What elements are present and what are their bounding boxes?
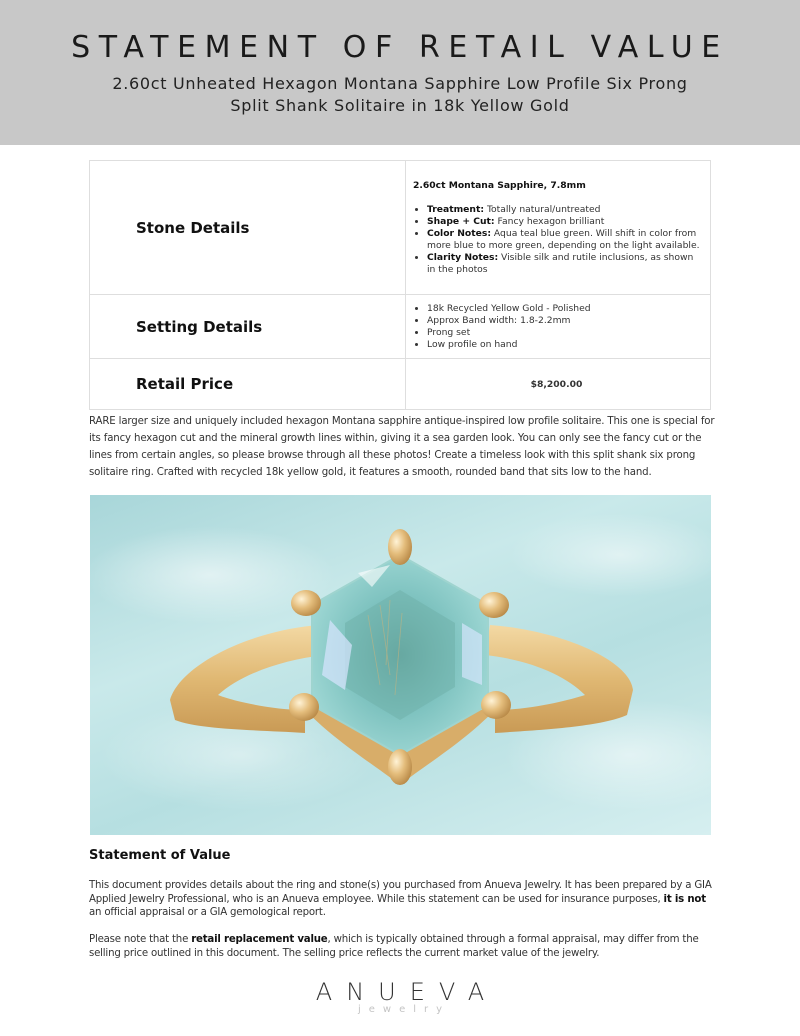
retail-price-value: $8,200.00 (406, 359, 711, 410)
statement-paragraph-1 (89, 879, 719, 920)
logo-brand: ANUEVA (315, 978, 499, 1006)
stone-details-value (406, 161, 711, 295)
spec-value: Aqua teal blue green. Will shift in color from more blue to more green, depending on the light available. (427, 227, 700, 251)
spec-key: Clarity Notes: (427, 251, 499, 263)
spec-key: Treatment: (427, 203, 485, 215)
stone-spec-item (427, 252, 700, 276)
page-title: STATEMENT OF RETAIL VALUE (71, 30, 729, 65)
stone-details-row (90, 161, 711, 295)
product-description: RARE larger size and uniquely included hexagon Montana sapphire antique-inspired low profile solitaire. This one is special for its fancy hexagon cut and the mineral growth lines within, giving it a sea garden look. You can only see the fancy cut or the lines from certain angles, so please browse through all these photos! Create a timeless look with this split shank six prong solitaire ring. Crafted with recycled 18k yellow gold, it features a smooth, rounded band that sits low to the hand. (89, 416, 715, 478)
header-banner (0, 0, 800, 145)
stone-heading: 2.60ct Montana Sapphire, 7.8mm (413, 179, 586, 191)
setting-spec-item: • Low profile on hand (427, 339, 700, 351)
setting-details-value (406, 295, 711, 359)
statement-paragraph-2 (89, 933, 719, 960)
spec-key: Color Notes: (427, 227, 492, 239)
details-table (89, 160, 711, 410)
spec-value: Totally natural/untreated (484, 203, 601, 215)
prong-bottom (388, 749, 412, 785)
stone-details-label: Stone Details (90, 161, 406, 295)
prong-bottom-left (289, 693, 319, 721)
spec-value: Fancy hexagon brilliant (494, 215, 605, 227)
setting-spec-item: • 18k Recycled Yellow Gold - Polished (427, 303, 700, 315)
text-segment: , which is typically obtained through a formal appraisal, may differ from the selling price outlined in this document. The selling price reflects the current market value of the jewelry. (89, 934, 699, 959)
text-segment: an official appraisal or a GIA gemological report. (89, 907, 326, 918)
stone-spec-item (427, 216, 700, 228)
setting-spec-list (413, 303, 700, 351)
stone-spec-item (427, 228, 700, 252)
ring-photo (90, 495, 711, 835)
emphasis-text: retail replacement value (191, 934, 328, 945)
spec-key: Shape + Cut: (427, 215, 495, 227)
retail-price-row (90, 359, 711, 410)
text-segment: Please note that the (89, 934, 192, 945)
prong-top-left (291, 590, 321, 616)
retail-price-label: Retail Price (90, 359, 406, 410)
setting-spec-item: • Approx Band width: 1.8-2.2mm (427, 315, 700, 327)
statement-of-value-heading: Statement of Value (89, 848, 231, 863)
prong-top-right (479, 592, 509, 618)
prong-bottom-right (481, 691, 511, 719)
product-subtitle (90, 73, 710, 117)
setting-details-row (90, 295, 711, 359)
anueva-logo (0, 978, 800, 1015)
setting-details-label: Setting Details (90, 295, 406, 359)
prong-top (388, 529, 412, 565)
sapphire-ring-illustration (90, 495, 711, 835)
text-segment: This document provides details about the ring and stone(s) you purchased from Anueva Jewelry. It has been prepared by a GIA Applied Jewelry Professional, who is an Anueva employee. While this statement can be used for insurance purposes, (89, 880, 712, 905)
spec-value: Visible silk and rutile inclusions, as shown in the photos (427, 251, 694, 275)
stone-spec-list (413, 204, 700, 276)
setting-spec-item: • Prong set (427, 327, 700, 339)
subtitle-line-1: 2.60ct Unheated Hexagon Montana Sapphire Low Profile Six Prong (112, 74, 688, 93)
subtitle-line-2: Split Shank Solitaire in 18k Yellow Gold (230, 96, 570, 115)
stone-spec-item (427, 204, 700, 216)
emphasis-text: it is not (663, 893, 706, 905)
logo-subtitle: jewelry (357, 1004, 451, 1015)
